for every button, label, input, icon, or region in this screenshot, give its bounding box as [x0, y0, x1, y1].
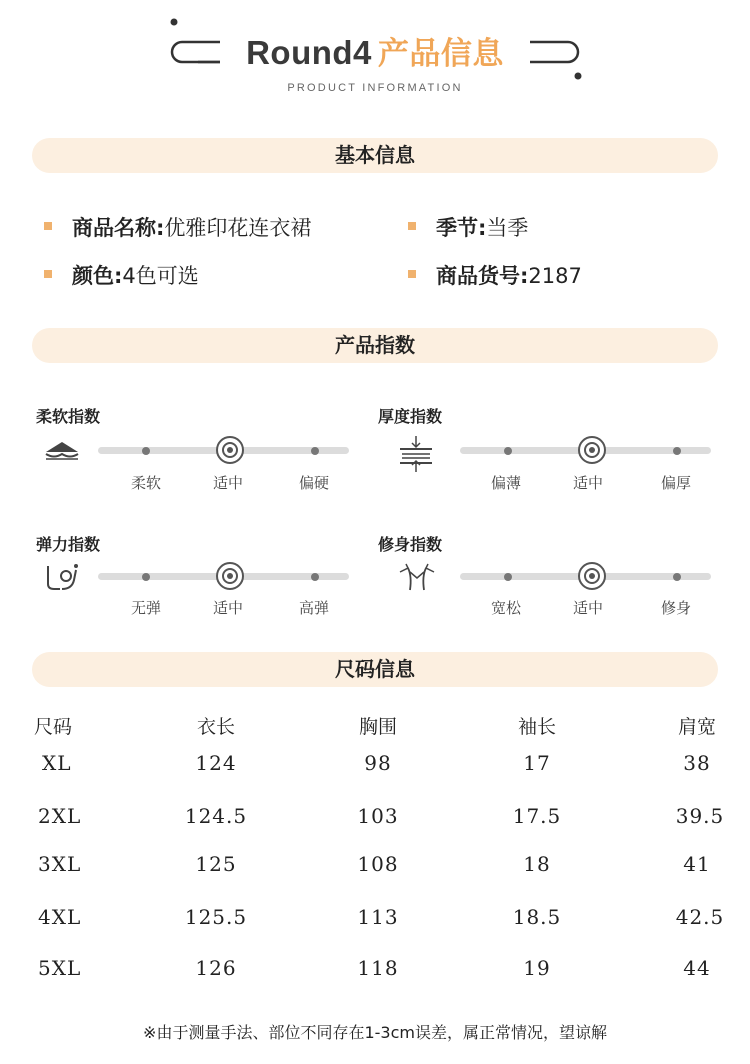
table-header-cell: 胸围	[358, 716, 397, 738]
softness-selected-marker	[216, 436, 244, 464]
section-bar-basic-info: 基本信息	[32, 138, 718, 173]
table-cell: 124	[195, 751, 237, 775]
elasticity-level-label: 高弹	[298, 599, 329, 617]
info-value: 4色可选	[122, 264, 199, 288]
table-cell: 18.5	[512, 905, 562, 929]
table-cell: 42.5	[675, 905, 725, 929]
fit-level-label: 适中	[572, 599, 603, 617]
table-cell: 126	[195, 956, 237, 980]
thickness-icon	[398, 434, 434, 474]
index-title-softness: 柔软指数	[36, 407, 101, 426]
table-cell: XL	[42, 751, 72, 775]
info-color	[44, 260, 199, 290]
fit-level-dot	[673, 573, 681, 581]
table-cell: 38	[683, 751, 711, 775]
bullet-icon	[44, 222, 52, 230]
measurement-note: ※由于测量手法、部位不同存在1-3cm误差，属正常情况，望谅解	[143, 1023, 607, 1042]
title-english: Round4	[246, 34, 372, 71]
info-key: 商品名称:	[72, 216, 165, 240]
table-cell: 113	[357, 905, 399, 929]
info-season	[408, 212, 528, 242]
elasticity-level-dot	[142, 573, 150, 581]
softness-level-dot	[142, 447, 150, 455]
table-cell: 39.5	[675, 804, 725, 828]
table-cell: 125	[195, 852, 237, 876]
info-product-name	[44, 212, 311, 242]
fit-level-dot	[504, 573, 512, 581]
info-key: 颜色:	[72, 264, 123, 288]
section-bar-product-index: 产品指数	[32, 328, 718, 363]
elasticity-level-label: 无弹	[130, 599, 161, 617]
info-value: 2187	[528, 264, 582, 288]
elasticity-level-dot	[311, 573, 319, 581]
page-title	[0, 28, 750, 73]
table-cell: 4XL	[38, 905, 82, 929]
title-chinese: 产品信息	[377, 36, 504, 72]
fit-level-label: 修身	[660, 599, 691, 617]
bullet-icon	[408, 270, 416, 278]
bullet-icon	[44, 270, 52, 278]
table-header-cell: 尺码	[34, 716, 73, 738]
thickness-level-dot	[504, 447, 512, 455]
info-item-number	[408, 260, 582, 290]
info-key: 季节:	[436, 216, 487, 240]
table-cell: 118	[357, 956, 399, 980]
table-cell: 41	[683, 852, 711, 876]
bullet-icon	[408, 222, 416, 230]
elasticity-selected-marker	[216, 562, 244, 590]
softness-level-label: 柔软	[130, 474, 161, 492]
page-header	[0, 0, 750, 110]
index-title-elasticity: 弹力指数	[36, 535, 101, 554]
table-cell: 17	[523, 751, 551, 775]
table-cell: 3XL	[38, 852, 82, 876]
table-cell: 108	[357, 852, 399, 876]
softness-level-label: 偏硬	[298, 474, 329, 492]
thickness-selected-marker	[578, 436, 606, 464]
table-cell: 124.5	[184, 804, 248, 828]
table-header-cell: 袖长	[517, 716, 556, 738]
table-cell: 125.5	[184, 905, 248, 929]
table-cell: 44	[683, 956, 711, 980]
index-title-fit: 修身指数	[378, 535, 443, 554]
info-key: 商品货号:	[436, 264, 529, 288]
info-value: 当季	[486, 216, 529, 240]
thickness-level-label: 偏厚	[660, 474, 691, 492]
fit-selected-marker	[578, 562, 606, 590]
right-bracket-decoration	[522, 34, 592, 84]
table-cell: 17.5	[512, 804, 562, 828]
table-cell: 2XL	[38, 804, 82, 828]
thickness-level-label: 偏薄	[490, 474, 521, 492]
table-header-cell: 肩宽	[677, 716, 716, 738]
thickness-level-label: 适中	[572, 474, 603, 492]
table-cell: 18	[523, 852, 551, 876]
section-bar-size-info: 尺码信息	[32, 652, 718, 687]
table-cell: 19	[523, 956, 551, 980]
thickness-level-dot	[673, 447, 681, 455]
softness-level-label: 适中	[212, 474, 243, 492]
index-title-thickness: 厚度指数	[378, 407, 443, 426]
fit-level-label: 宽松	[490, 599, 521, 617]
fit-icon	[398, 562, 436, 592]
softness-level-dot	[311, 447, 319, 455]
table-header-cell: 衣长	[196, 716, 235, 738]
page-subtitle: PRODUCT INFORMATION	[287, 82, 463, 94]
elasticity-level-label: 适中	[212, 599, 243, 617]
elasticity-icon	[44, 562, 80, 592]
table-cell: 98	[364, 751, 392, 775]
info-value: 优雅印花连衣裙	[164, 216, 312, 240]
softness-icon	[44, 438, 82, 462]
table-cell: 103	[357, 804, 399, 828]
table-cell: 5XL	[38, 956, 82, 980]
